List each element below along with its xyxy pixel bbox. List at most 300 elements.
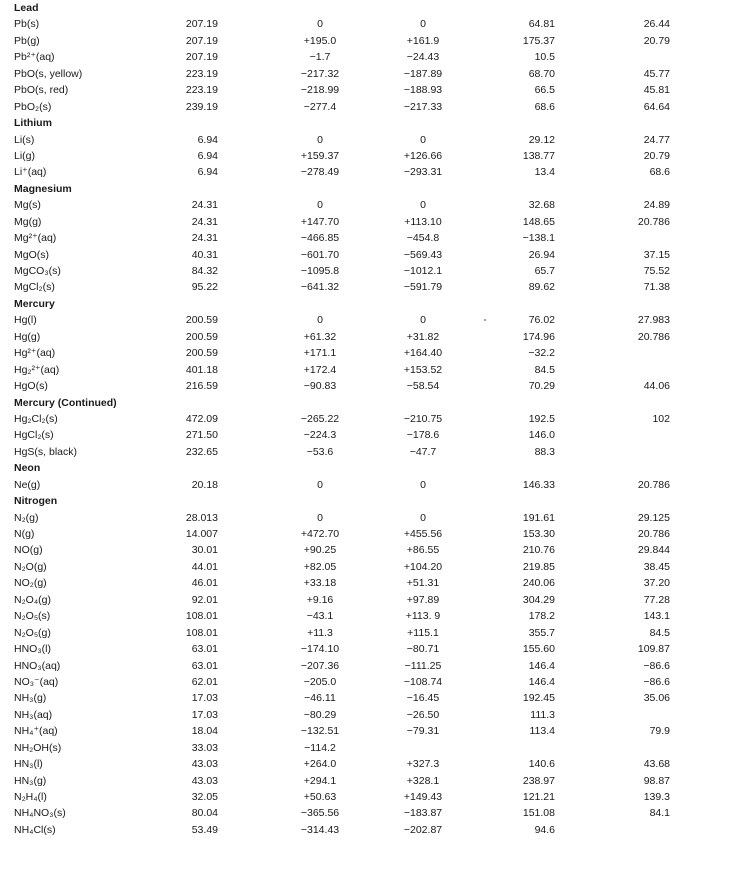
substance-name: NH₄⁺(aq) [14,725,58,738]
table-row [0,789,740,805]
heat-capacity-value: 43.68 [643,758,670,771]
entropy-value: 146.33 [522,478,555,491]
table-row [0,411,740,427]
entropy-value: 94.6 [534,823,555,836]
heat-capacity-value: 71.38 [643,281,670,294]
molar-mass-value: 108.01 [185,610,218,623]
heat-capacity-value: 24.89 [643,199,670,212]
molar-mass-value: 207.19 [185,51,218,64]
substance-name: Hg(g) [14,330,41,343]
substance-name: HgCl₂(s) [14,429,54,442]
enthalpy-value: +33.18 [303,577,337,590]
gibbs-energy-value: +126.66 [403,149,443,162]
molar-mass-value: 17.03 [191,692,218,705]
section-heading-row [0,0,740,16]
section-heading: Mercury (Continued) [14,396,117,409]
molar-mass-value: 200.59 [185,330,218,343]
heat-capacity-value: 139.3 [643,791,670,803]
table-row [0,575,740,591]
enthalpy-value: +61.32 [303,330,337,343]
table-row [0,148,740,164]
substance-name: N₂O₅(s) [14,610,51,623]
enthalpy-value: −132.51 [300,725,340,738]
table-row [0,756,740,772]
enthalpy-value: −1095.8 [300,265,340,277]
entropy-value: 121.21 [522,791,555,803]
table-row [0,82,740,98]
table-row [0,378,740,394]
heat-capacity-value: 77.28 [643,593,670,606]
enthalpy-value: 0 [317,18,323,31]
section-heading: Mercury [14,297,55,310]
substance-name: N₂O₅(g) [14,626,51,639]
molar-mass-value: 207.19 [185,18,218,31]
table-row [0,66,740,82]
entropy-value: 68.6 [534,100,555,113]
entropy-value: 111.3 [530,708,555,721]
heat-capacity-value: 38.45 [643,560,670,573]
table-row [0,658,740,674]
gibbs-energy-value: −202.87 [403,823,443,836]
entropy-value: 70.29 [528,380,555,393]
substance-name: N₂O₄(g) [14,593,51,606]
entropy-value: 146.4 [528,675,555,688]
heat-capacity-value: 84.1 [649,807,670,820]
molar-mass-value: 43.03 [191,774,218,787]
entropy-value: 88.3 [534,445,555,458]
enthalpy-value: +172.4 [303,363,337,376]
substance-name: Li(s) [14,133,35,146]
substance-name: N₂H₄(l) [14,791,47,803]
heat-capacity-value: 20.786 [637,215,670,228]
table-row [0,247,740,263]
entropy-value: 219.85 [522,560,555,573]
gibbs-energy-value: −183.87 [403,807,443,820]
substance-name: HN₃(g) [14,774,47,787]
gibbs-energy-value: +86.55 [406,544,440,557]
heat-capacity-value: 20.786 [637,528,670,540]
substance-name: Mg²⁺(aq) [14,232,57,245]
gibbs-energy-value: +153.52 [403,363,443,376]
gibbs-energy-value: +327.3 [406,758,440,771]
molar-mass-value: 44.01 [191,560,218,573]
substance-name: NH₃(aq) [14,708,53,721]
gibbs-energy-value: −111.25 [404,659,442,672]
table-row [0,740,740,756]
substance-name: HNO₃(aq) [14,659,61,672]
heat-capacity-value: 37.15 [643,248,670,261]
entropy-value: −32.2 [528,347,555,360]
substance-name: Mg(g) [14,215,42,228]
substance-name: PbO(s, yellow) [14,67,83,80]
section-heading-row [0,296,740,312]
entropy-value: 151.08 [522,807,555,820]
table-row [0,263,740,279]
gibbs-energy-value: −79.31 [406,725,440,738]
gibbs-energy-value: +161.9 [406,34,440,47]
molar-mass-value: 24.31 [191,199,218,212]
gibbs-energy-value: −217.33 [403,100,443,113]
enthalpy-value: +171.1 [303,347,337,360]
enthalpy-value: −207.36 [300,659,340,672]
enthalpy-value: −114.2 [304,741,336,754]
table-row [0,197,740,213]
section-heading: Neon [14,462,41,475]
enthalpy-value: −278.49 [300,166,340,179]
section-heading-row [0,181,740,197]
substance-name: NH₃(g) [14,692,47,705]
gibbs-energy-value: −80.71 [406,643,440,656]
entropy-value: 240.06 [522,577,555,590]
table-row [0,99,740,115]
entropy-value: 32.68 [528,199,555,212]
molar-mass-value: 239.19 [185,100,218,113]
heat-capacity-value: 109.87 [637,643,670,656]
entropy-value: 174.96 [522,330,555,343]
entropy-value: 89.62 [528,281,555,294]
entropy-value: 76.02 [528,314,555,327]
gibbs-energy-value: +97.89 [406,593,440,606]
entropy-value: 146.0 [528,429,555,442]
gibbs-energy-value: 0 [420,199,426,212]
entropy-value: 26.94 [528,248,555,261]
entropy-value: −138.1 [522,232,555,245]
gibbs-energy-value: +164.40 [403,347,443,360]
heat-capacity-value: 20.786 [637,330,670,343]
molar-mass-value: 17.03 [191,708,218,721]
enthalpy-value: +294.1 [303,774,337,787]
section-heading: Lead [14,2,39,14]
molar-mass-value: 53.49 [191,823,218,836]
table-row [0,230,740,246]
gibbs-energy-value: −1012.1 [403,265,443,277]
enthalpy-value: 0 [317,133,323,146]
enthalpy-value: −641.32 [300,281,340,294]
entropy-value: 65.7 [534,265,555,277]
stray-dot [484,319,486,321]
heat-capacity-value: 45.81 [643,84,670,97]
entropy-value: 192.5 [528,412,555,425]
molar-mass-value: 6.94 [197,133,218,146]
molar-mass-value: 30.01 [191,544,218,557]
enthalpy-value: −1.7 [309,51,331,64]
heat-capacity-value: 84.5 [649,626,670,639]
enthalpy-value: −80.29 [303,708,337,721]
heat-capacity-value: 75.52 [643,265,670,277]
substance-name: NH₄Cl(s) [14,823,56,836]
gibbs-energy-value: +51.31 [406,577,440,590]
gibbs-energy-value: +328.1 [406,774,440,787]
table-row [0,427,740,443]
enthalpy-value: 0 [317,511,323,524]
entropy-value: 192.45 [522,692,555,705]
substance-name: Hg(l) [14,314,37,327]
table-row [0,723,740,739]
heat-capacity-value: 35.06 [643,692,670,705]
entropy-value: 66.5 [534,84,555,97]
gibbs-energy-value: −187.89 [403,67,443,80]
molar-mass-value: 108.01 [185,626,218,639]
heat-capacity-value: 29.125 [637,511,670,524]
gibbs-energy-value: +113. 9 [405,610,441,623]
molar-mass-value: 216.59 [185,380,218,393]
molar-mass-value: 223.19 [185,67,218,80]
entropy-value: 84.5 [534,363,555,376]
section-heading-row [0,460,740,476]
molar-mass-value: 95.22 [191,281,218,294]
table-row [0,608,740,624]
table-row [0,510,740,526]
table-row [0,822,740,838]
substance-name: MgO(s) [14,248,49,261]
molar-mass-value: 63.01 [191,643,218,656]
molar-mass-value: 28.013 [185,511,218,524]
entropy-value: 178.2 [528,610,555,623]
enthalpy-value: −314.43 [300,823,340,836]
enthalpy-value: 0 [317,314,323,327]
substance-name: MgCl₂(s) [14,281,55,294]
entropy-value: 138.77 [522,149,555,162]
table-row [0,592,740,608]
table-row [0,444,740,460]
substance-name: Hg₂²⁺(aq) [14,363,60,376]
molar-mass-value: 46.01 [191,577,218,590]
substance-name: NO₃⁻(aq) [14,675,59,688]
gibbs-energy-value: −58.54 [406,380,440,393]
substance-name: NH₄NO₃(s) [14,807,66,820]
table-row [0,362,740,378]
substance-name: Li(g) [14,149,36,162]
entropy-value: 210.76 [522,544,555,557]
gibbs-energy-value: 0 [420,133,426,146]
molar-mass-value: 472.09 [185,412,218,425]
gibbs-energy-value: −188.93 [403,84,443,97]
heat-capacity-value: 102 [652,412,670,425]
heat-capacity-value: 98.87 [643,774,670,787]
substance-name: N₂(g) [14,511,39,524]
gibbs-energy-value: −293.31 [403,166,443,179]
enthalpy-value: −205.0 [303,675,337,688]
molar-mass-value: 92.01 [191,593,218,606]
table-row [0,279,740,295]
section-heading: Lithium [14,117,52,130]
heat-capacity-value: −86.6 [643,675,670,688]
entropy-value: 13.4 [534,166,555,179]
gibbs-energy-value: −108.74 [403,675,443,688]
table-row [0,805,740,821]
substance-name: N(g) [14,528,35,540]
heat-capacity-value: 20.79 [643,149,670,162]
molar-mass-value: 232.65 [185,445,218,458]
molar-mass-value: 18.04 [191,725,218,738]
gibbs-energy-value: −178.6 [406,429,440,442]
entropy-value: 68.70 [528,67,555,80]
molar-mass-value: 200.59 [185,314,218,327]
enthalpy-value: +11.3 [307,626,333,639]
gibbs-energy-value: 0 [420,478,426,491]
molar-mass-value: 6.94 [197,149,218,162]
substance-name: NO₂(g) [14,577,47,590]
section-heading-row [0,115,740,131]
table-row [0,641,740,657]
gibbs-energy-value: −569.43 [403,248,443,261]
table-row [0,49,740,65]
gibbs-energy-value: −591.79 [403,281,443,294]
section-heading: Nitrogen [14,495,58,508]
enthalpy-value: +82.05 [303,560,337,573]
molar-mass-value: 40.31 [191,248,218,261]
substance-name: NH₂OH(s) [14,741,62,754]
table-row [0,329,740,345]
entropy-value: 64.81 [528,18,555,31]
table-row [0,526,740,542]
substance-name: HgO(s) [14,380,48,393]
substance-name: Mg(s) [14,199,41,212]
heat-capacity-value: 37.20 [643,577,670,590]
molar-mass-value: 200.59 [185,347,218,360]
gibbs-energy-value: +455.56 [403,528,443,540]
table-row [0,690,740,706]
enthalpy-value: 0 [317,199,323,212]
enthalpy-value: +264.0 [303,758,337,771]
molar-mass-value: 223.19 [185,84,218,97]
entropy-value: 238.97 [522,774,555,787]
table-row [0,477,740,493]
substance-name: Pb²⁺(aq) [14,51,55,64]
entropy-value: 191.61 [522,511,555,524]
heat-capacity-value: 44.06 [643,380,670,393]
molar-mass-value: 271.50 [185,429,218,442]
section-heading-row [0,493,740,509]
molar-mass-value: 62.01 [191,675,218,688]
molar-mass-value: 43.03 [191,758,218,771]
heat-capacity-value: 143.1 [643,610,670,623]
molar-mass-value: 80.04 [191,807,218,820]
enthalpy-value: −174.10 [300,643,340,656]
entropy-value: 29.12 [528,133,555,146]
enthalpy-value: −217.32 [300,67,340,80]
enthalpy-value: +9.16 [306,593,334,606]
entropy-value: 355.7 [528,626,555,639]
table-row [0,674,740,690]
molar-mass-value: 20.18 [191,478,218,491]
heat-capacity-value: 24.77 [643,133,670,146]
gibbs-energy-value: +115.1 [407,626,439,639]
substance-name: HNO₃(l) [14,643,51,656]
substance-name: Ne(g) [14,478,41,491]
table-row [0,33,740,49]
entropy-value: 148.65 [522,215,555,228]
entropy-value: 146.4 [528,659,555,672]
substance-name: Li⁺(aq) [14,166,47,179]
table-row [0,164,740,180]
molar-mass-value: 14.007 [185,528,218,540]
enthalpy-value: +195.0 [303,34,337,47]
table-row [0,559,740,575]
enthalpy-value: −365.56 [300,807,340,820]
enthalpy-value: −46.11 [304,692,336,705]
enthalpy-value: −53.6 [306,445,334,458]
table-row [0,16,740,32]
gibbs-energy-value: 0 [420,314,426,327]
molar-mass-value: 24.31 [191,232,218,245]
enthalpy-value: −218.99 [300,84,340,97]
entropy-value: 10.5 [534,51,555,64]
gibbs-energy-value: 0 [420,18,426,31]
substance-name: HgS(s, black) [14,445,78,458]
gibbs-energy-value: −47.7 [409,445,437,458]
gibbs-energy-value: −210.75 [403,412,443,425]
heat-capacity-value: 79.9 [649,725,670,738]
table-row [0,214,740,230]
enthalpy-value: −601.70 [300,248,340,261]
table-row [0,625,740,641]
substance-name: Pb(s) [14,18,40,31]
enthalpy-value: 0 [317,478,323,491]
substance-name: PbO₂(s) [14,100,52,113]
heat-capacity-value: 45.77 [643,67,670,80]
enthalpy-value: +147.70 [300,215,340,228]
gibbs-energy-value: +31.82 [406,330,440,343]
entropy-value: 175.37 [522,34,555,47]
heat-capacity-value: 27.983 [637,314,670,327]
substance-name: Hg²⁺(aq) [14,347,56,360]
enthalpy-value: −466.85 [300,232,340,245]
gibbs-energy-value: +104.20 [403,560,443,573]
molar-mass-value: 33.03 [191,741,218,754]
substance-name: NO(g) [14,544,43,557]
gibbs-energy-value: −454.8 [406,232,440,245]
substance-name: HN₃(l) [14,758,43,771]
substance-name: N₂O(g) [14,560,47,573]
substance-name: Pb(g) [14,34,40,47]
heat-capacity-value: 29.844 [637,544,670,557]
molar-mass-value: 24.31 [191,215,218,228]
enthalpy-value: −224.3 [303,429,337,442]
gibbs-energy-value: +113.10 [404,215,442,228]
gibbs-energy-value: −24.43 [406,51,440,64]
heat-capacity-value: 64.64 [643,100,670,113]
molar-mass-value: 63.01 [191,659,218,672]
enthalpy-value: −277.4 [303,100,337,113]
entropy-value: 153.30 [522,528,555,540]
heat-capacity-value: 20.79 [643,34,670,47]
heat-capacity-value: 26.44 [643,18,670,31]
entropy-value: 155.60 [522,643,555,656]
section-heading: Magnesium [14,182,72,195]
molar-mass-value: 6.94 [197,166,218,179]
table-row [0,132,740,148]
table-row [0,345,740,361]
table-row [0,542,740,558]
enthalpy-value: +90.25 [303,544,337,557]
enthalpy-value: −265.22 [300,412,340,425]
heat-capacity-value: 68.6 [649,166,670,179]
heat-capacity-value: 20.786 [637,478,670,491]
molar-mass-value: 207.19 [185,34,218,47]
gibbs-energy-value: +149.43 [403,791,443,803]
substance-name: MgCO₃(s) [14,265,61,277]
gibbs-energy-value: −16.45 [406,692,440,705]
enthalpy-value: +159.37 [300,149,340,162]
entropy-value: 304.29 [522,593,555,606]
table-row [0,312,740,328]
molar-mass-value: 32.05 [191,791,218,803]
substance-name: PbO(s, red) [14,84,69,97]
heat-capacity-value: −86.6 [643,659,670,672]
entropy-value: 113.4 [529,725,555,738]
molar-mass-value: 84.32 [191,265,218,277]
